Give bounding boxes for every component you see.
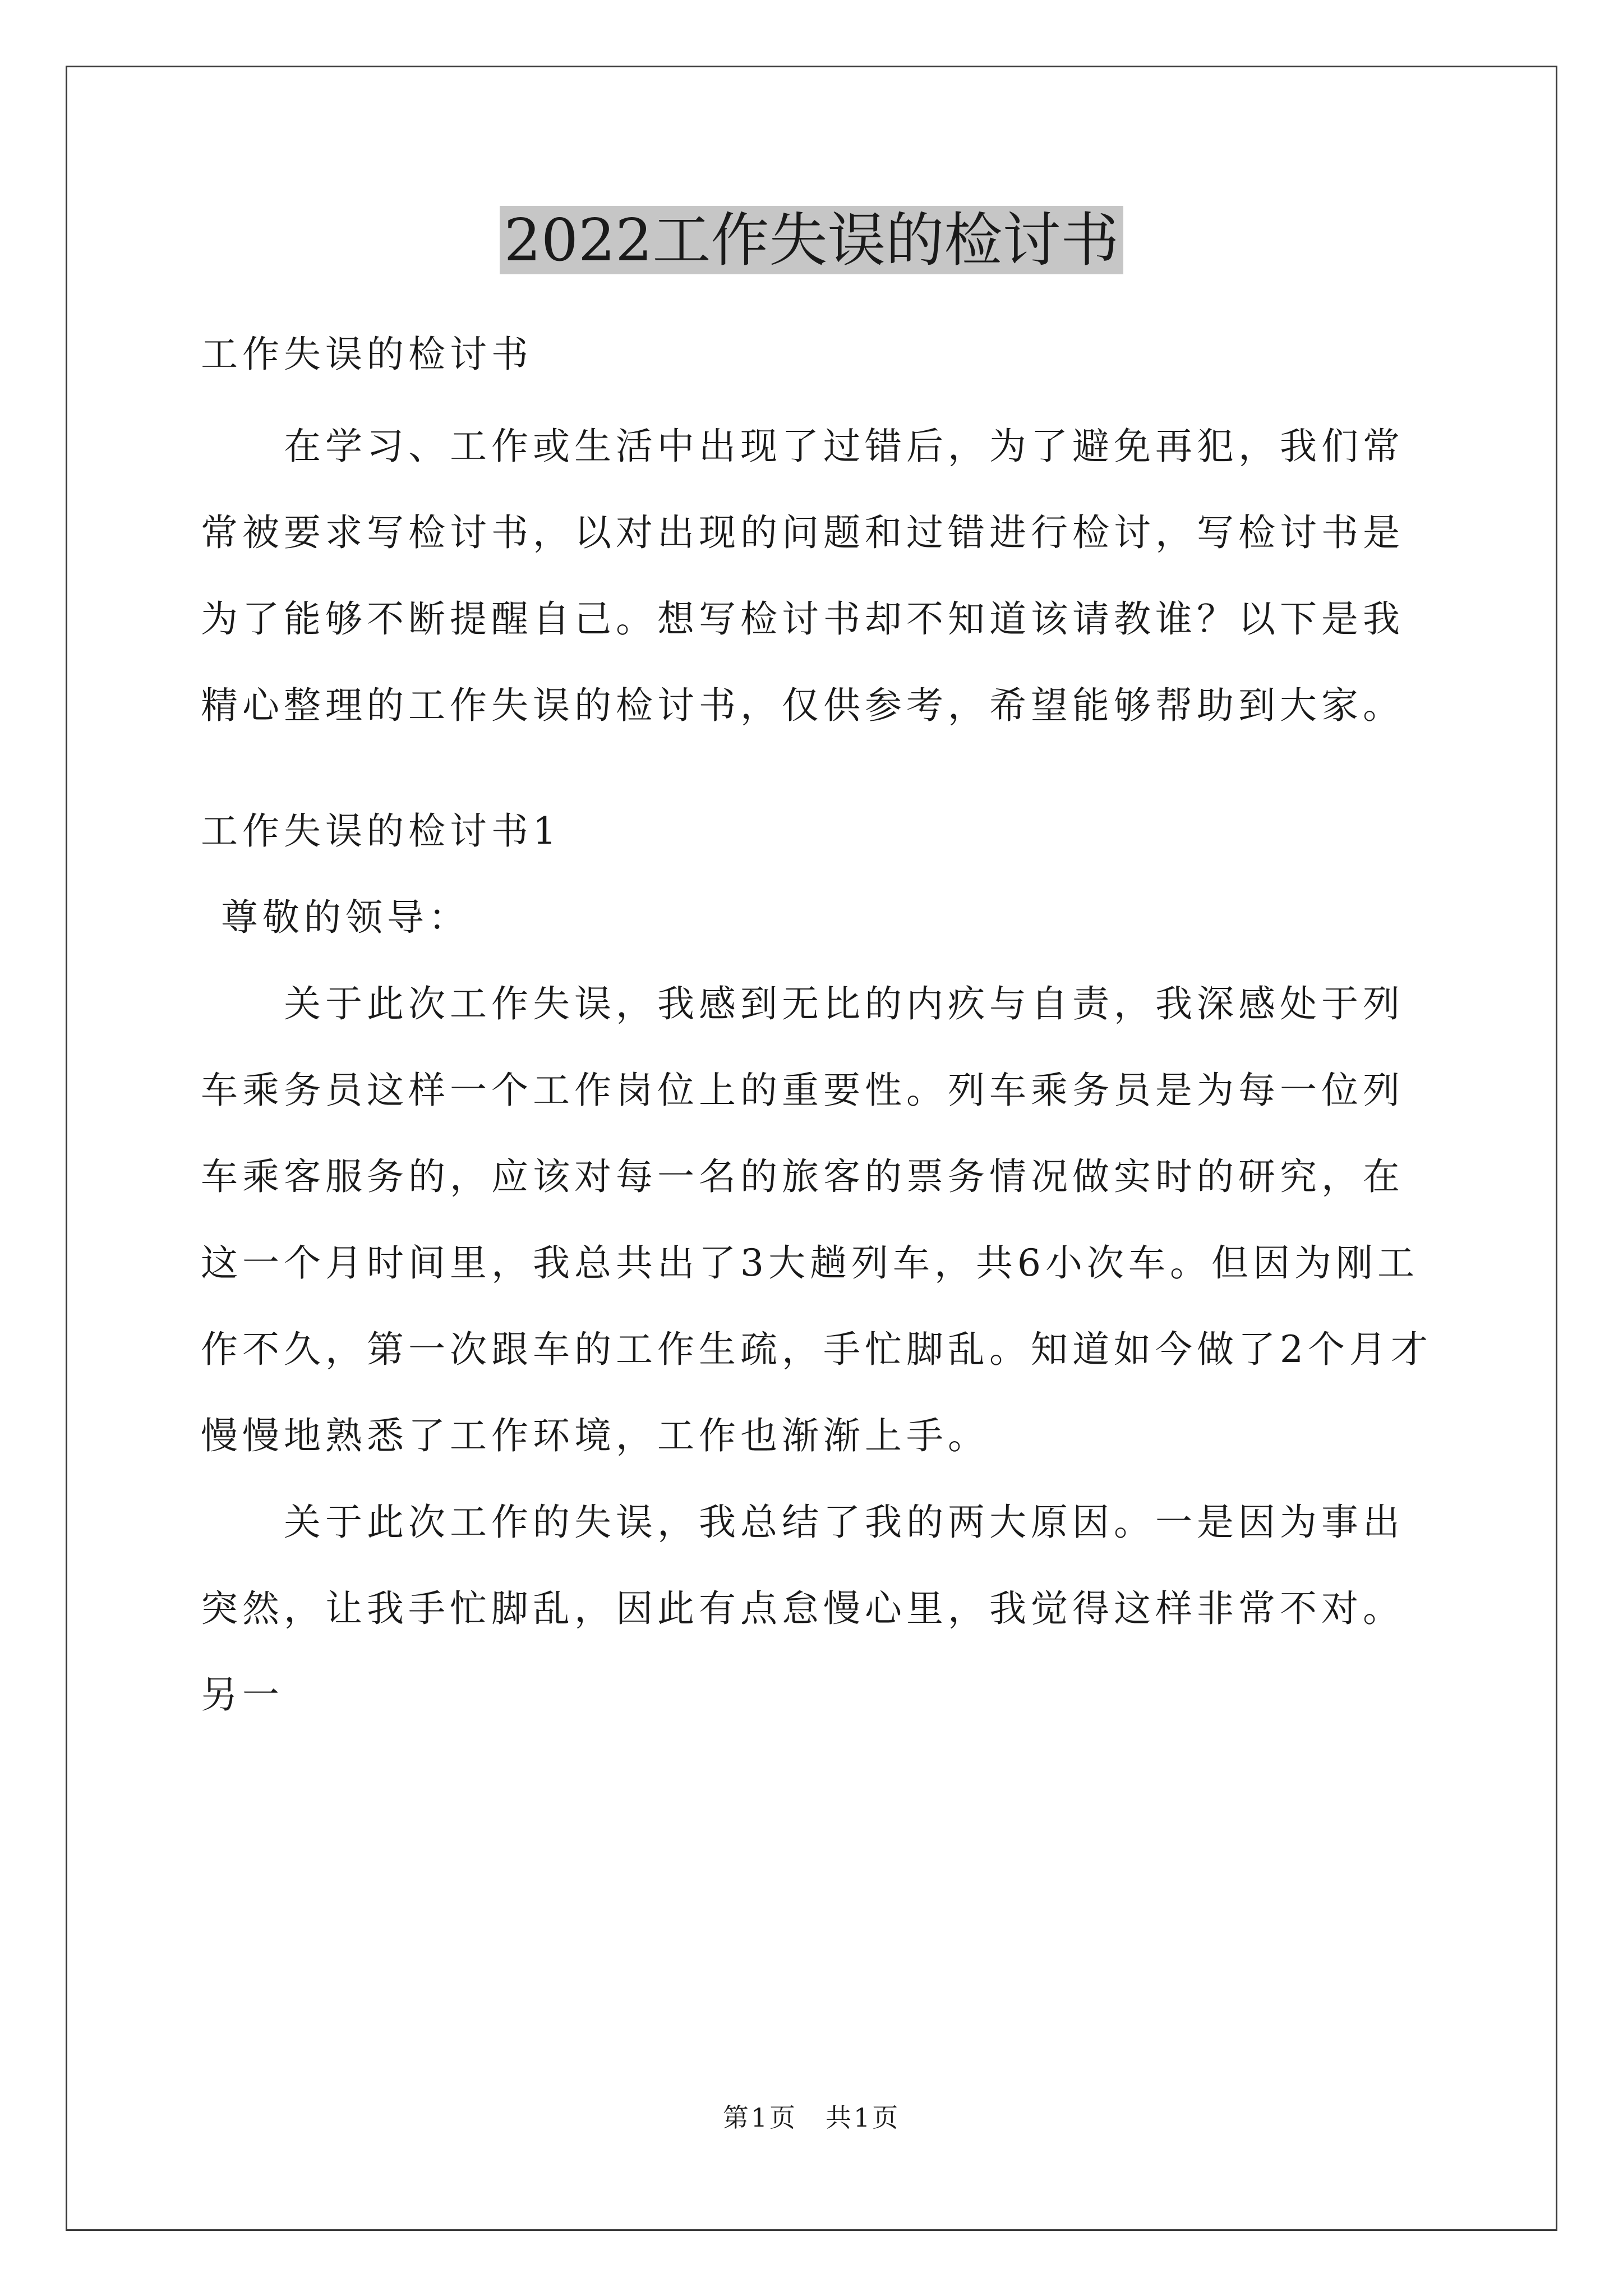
- body-paragraph-1: 关于此次工作失误，我感到无比的内疚与自责，我深感处于列车乘务员这样一个工作岗位上的重要性。列车乘务员是为每一位列车乘客服务的，应该对每一名的旅客的票务情况做实时的研究，在这一个月时间里，我总共出了3大趟列车，共6小次车。但因为刚工作不久，第一次跟车的工作生疏，手忙脚乱。知道如今做了2个月才慢慢地熟悉了工作环境，工作也渐渐上手。: [201, 982, 1432, 1457]
- intro-paragraph: 在学习、工作或生活中出现了过错后，为了避免再犯，我们常常被要求写检讨书，以对出现的问题和过错进行检讨，写检讨书是为了能够不断提醒自己。想写检讨书却不知道该请教谁？以下是我精心整理的工作失误的检讨书，仅供参考，希望能够帮助到大家。: [201, 425, 1404, 727]
- document-title-text: 2022工作失误的检讨书: [500, 206, 1124, 274]
- salutation: 尊敬的领导：: [221, 896, 470, 939]
- section-heading: 工作失误的检讨书1: [201, 809, 561, 853]
- document-body: [201, 311, 1435, 1738]
- document-title: [0, 201, 1623, 279]
- page-footer: 第1页 共1页: [722, 2102, 901, 2133]
- body-paragraph-2: 关于此次工作的失误，我总结了我的两大原因。一是因为事出突然，让我手忙脚乱，因此有点怠慢心里，我觉得这样非常不对。另一: [201, 1501, 1404, 1717]
- document-subtitle: 工作失误的检讨书: [201, 333, 533, 376]
